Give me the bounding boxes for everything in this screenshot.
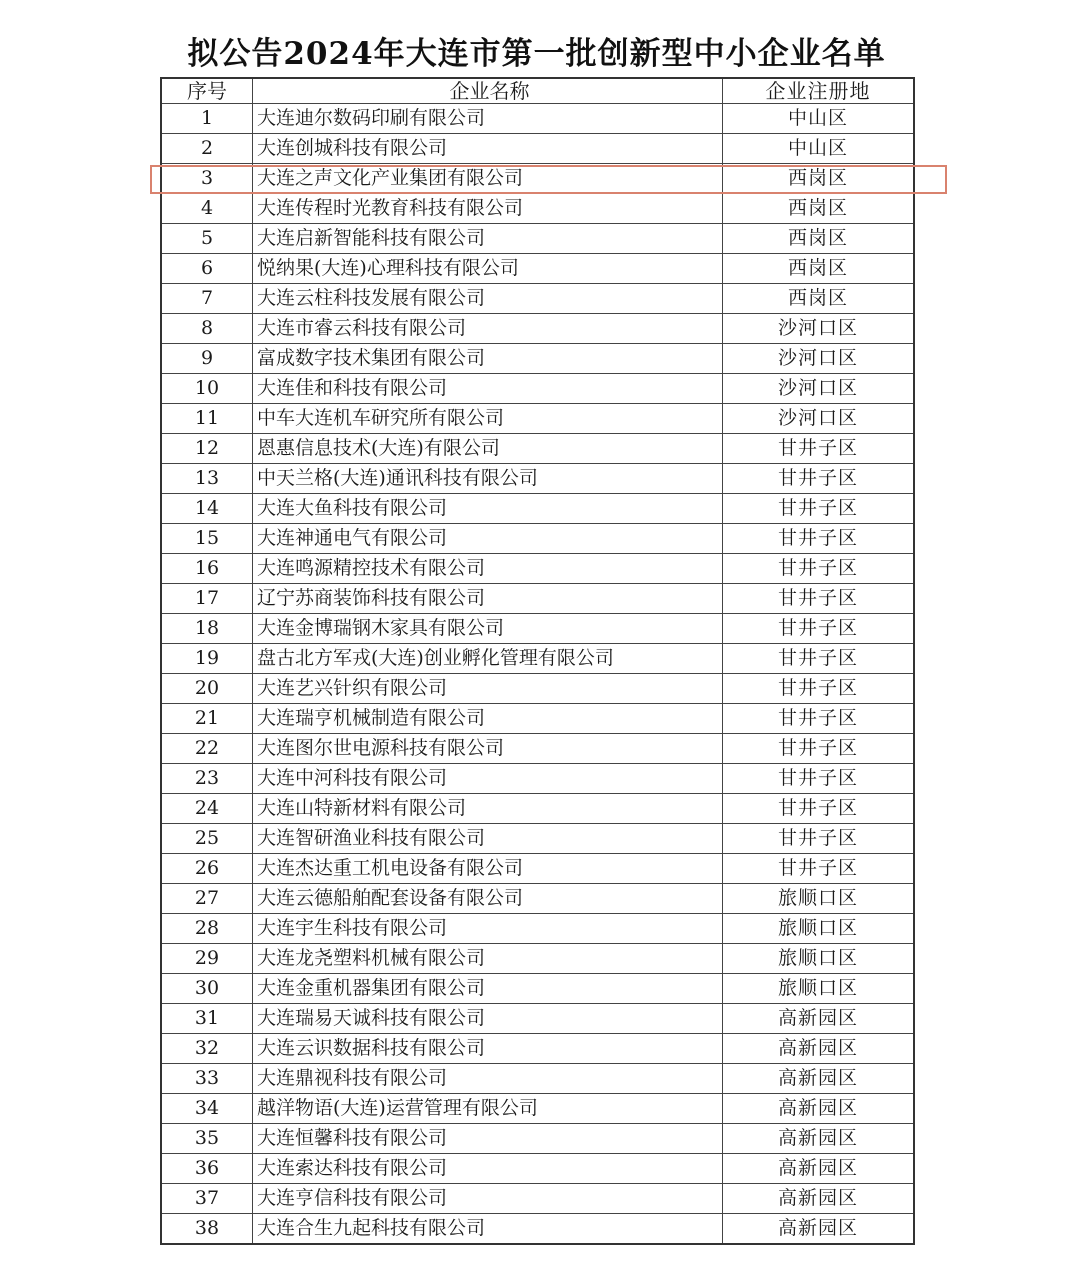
row-serial-number: 20 xyxy=(161,674,253,704)
header-company-name: 企业名称 xyxy=(253,78,723,104)
table-row xyxy=(161,704,914,734)
row-registration-location: 甘井子区 xyxy=(723,644,915,674)
row-registration-location: 旅顺口区 xyxy=(723,944,915,974)
row-registration-location: 高新园区 xyxy=(723,1004,915,1034)
row-registration-location: 甘井子区 xyxy=(723,674,915,704)
row-serial-number: 16 xyxy=(161,554,253,584)
row-company-name: 中天兰格(大连)通讯科技有限公司 xyxy=(253,464,723,494)
row-serial-number: 29 xyxy=(161,944,253,974)
row-serial-number: 31 xyxy=(161,1004,253,1034)
table-header-row xyxy=(161,78,914,104)
row-serial-number: 38 xyxy=(161,1214,253,1245)
row-serial-number: 30 xyxy=(161,974,253,1004)
table-row xyxy=(161,344,914,374)
row-company-name: 大连之声文化产业集团有限公司 xyxy=(253,164,723,194)
row-registration-location: 甘井子区 xyxy=(723,584,915,614)
table-row xyxy=(161,494,914,524)
row-registration-location: 甘井子区 xyxy=(723,764,915,794)
row-serial-number: 14 xyxy=(161,494,253,524)
table-row xyxy=(161,224,914,254)
row-serial-number: 28 xyxy=(161,914,253,944)
row-registration-location: 甘井子区 xyxy=(723,434,915,464)
row-registration-location: 高新园区 xyxy=(723,1034,915,1064)
row-company-name: 大连瑞亨机械制造有限公司 xyxy=(253,704,723,734)
row-registration-location: 高新园区 xyxy=(723,1214,915,1245)
table-row xyxy=(161,1094,914,1124)
table-row xyxy=(161,254,914,284)
row-registration-location: 甘井子区 xyxy=(723,464,915,494)
row-company-name: 大连宇生科技有限公司 xyxy=(253,914,723,944)
row-registration-location: 甘井子区 xyxy=(723,614,915,644)
table-row xyxy=(161,374,914,404)
row-serial-number: 25 xyxy=(161,824,253,854)
table-row xyxy=(161,764,914,794)
row-registration-location: 高新园区 xyxy=(723,1094,915,1124)
row-company-name: 大连鼎视科技有限公司 xyxy=(253,1064,723,1094)
table-row xyxy=(161,644,914,674)
row-registration-location: 沙河口区 xyxy=(723,374,915,404)
table-row xyxy=(161,134,914,164)
table-row xyxy=(161,104,914,134)
row-company-name: 大连金重机器集团有限公司 xyxy=(253,974,723,1004)
row-serial-number: 23 xyxy=(161,764,253,794)
row-company-name: 大连创城科技有限公司 xyxy=(253,134,723,164)
row-company-name: 越洋物语(大连)运营管理有限公司 xyxy=(253,1094,723,1124)
table-row xyxy=(161,914,914,944)
table-row xyxy=(161,194,914,224)
table-row xyxy=(161,1064,914,1094)
row-serial-number: 4 xyxy=(161,194,253,224)
row-serial-number: 17 xyxy=(161,584,253,614)
company-list-table xyxy=(160,77,915,1245)
table-row xyxy=(161,824,914,854)
row-company-name: 大连图尔世电源科技有限公司 xyxy=(253,734,723,764)
table-row xyxy=(161,1154,914,1184)
row-serial-number: 26 xyxy=(161,854,253,884)
row-serial-number: 21 xyxy=(161,704,253,734)
row-registration-location: 西岗区 xyxy=(723,164,915,194)
row-registration-location: 高新园区 xyxy=(723,1184,915,1214)
row-company-name: 大连大鱼科技有限公司 xyxy=(253,494,723,524)
row-registration-location: 高新园区 xyxy=(723,1064,915,1094)
table-row xyxy=(161,464,914,494)
row-company-name: 大连艺兴针织有限公司 xyxy=(253,674,723,704)
row-company-name: 辽宁苏商装饰科技有限公司 xyxy=(253,584,723,614)
table-row xyxy=(161,674,914,704)
row-serial-number: 35 xyxy=(161,1124,253,1154)
header-serial-number: 序号 xyxy=(161,78,253,104)
row-serial-number: 3 xyxy=(161,164,253,194)
row-registration-location: 甘井子区 xyxy=(723,824,915,854)
table-row xyxy=(161,434,914,464)
table-row xyxy=(161,884,914,914)
row-registration-location: 旅顺口区 xyxy=(723,914,915,944)
row-registration-location: 甘井子区 xyxy=(723,554,915,584)
row-registration-location: 沙河口区 xyxy=(723,314,915,344)
row-serial-number: 37 xyxy=(161,1184,253,1214)
row-company-name: 大连索达科技有限公司 xyxy=(253,1154,723,1184)
table-row xyxy=(161,974,914,1004)
row-company-name: 大连亨信科技有限公司 xyxy=(253,1184,723,1214)
row-company-name: 大连杰达重工机电设备有限公司 xyxy=(253,854,723,884)
table-row xyxy=(161,794,914,824)
table-row xyxy=(161,854,914,884)
row-registration-location: 沙河口区 xyxy=(723,404,915,434)
row-registration-location: 西岗区 xyxy=(723,254,915,284)
table-row xyxy=(161,1184,914,1214)
row-serial-number: 9 xyxy=(161,344,253,374)
row-registration-location: 沙河口区 xyxy=(723,344,915,374)
row-company-name: 悦纳果(大连)心理科技有限公司 xyxy=(253,254,723,284)
row-company-name: 盘古北方军戎(大连)创业孵化管理有限公司 xyxy=(253,644,723,674)
table-row xyxy=(161,734,914,764)
row-company-name: 大连山特新材料有限公司 xyxy=(253,794,723,824)
row-serial-number: 24 xyxy=(161,794,253,824)
table-row xyxy=(161,1034,914,1064)
row-registration-location: 甘井子区 xyxy=(723,494,915,524)
row-serial-number: 1 xyxy=(161,104,253,134)
row-serial-number: 33 xyxy=(161,1064,253,1094)
row-serial-number: 11 xyxy=(161,404,253,434)
row-company-name: 大连智研渔业科技有限公司 xyxy=(253,824,723,854)
row-serial-number: 34 xyxy=(161,1094,253,1124)
table-row xyxy=(161,1214,914,1245)
row-registration-location: 旅顺口区 xyxy=(723,974,915,1004)
row-registration-location: 中山区 xyxy=(723,134,915,164)
row-serial-number: 5 xyxy=(161,224,253,254)
table-row xyxy=(161,1004,914,1034)
table-row xyxy=(161,284,914,314)
table-row xyxy=(161,614,914,644)
row-registration-location: 西岗区 xyxy=(723,284,915,314)
row-serial-number: 15 xyxy=(161,524,253,554)
row-company-name: 大连中河科技有限公司 xyxy=(253,764,723,794)
row-registration-location: 甘井子区 xyxy=(723,734,915,764)
row-company-name: 大连云柱科技发展有限公司 xyxy=(253,284,723,314)
row-serial-number: 27 xyxy=(161,884,253,914)
table-row xyxy=(161,404,914,434)
row-serial-number: 19 xyxy=(161,644,253,674)
table-row xyxy=(161,944,914,974)
row-company-name: 大连恒馨科技有限公司 xyxy=(253,1124,723,1154)
row-registration-location: 西岗区 xyxy=(723,194,915,224)
row-registration-location: 甘井子区 xyxy=(723,854,915,884)
row-registration-location: 甘井子区 xyxy=(723,794,915,824)
row-company-name: 大连市睿云科技有限公司 xyxy=(253,314,723,344)
row-company-name: 大连合生九起科技有限公司 xyxy=(253,1214,723,1245)
document-title: 拟公告2024年大连市第一批创新型中小企业名单 xyxy=(187,36,886,72)
row-serial-number: 2 xyxy=(161,134,253,164)
table-row xyxy=(161,524,914,554)
row-serial-number: 32 xyxy=(161,1034,253,1064)
row-company-name: 大连启新智能科技有限公司 xyxy=(253,224,723,254)
row-company-name: 大连龙尧塑料机械有限公司 xyxy=(253,944,723,974)
row-registration-location: 甘井子区 xyxy=(723,524,915,554)
row-registration-location: 甘井子区 xyxy=(723,704,915,734)
row-company-name: 大连瑞易天诚科技有限公司 xyxy=(253,1004,723,1034)
row-company-name: 中车大连机车研究所有限公司 xyxy=(253,404,723,434)
row-company-name: 大连佳和科技有限公司 xyxy=(253,374,723,404)
row-serial-number: 8 xyxy=(161,314,253,344)
row-serial-number: 12 xyxy=(161,434,253,464)
table-body xyxy=(161,104,914,1245)
table-row xyxy=(161,554,914,584)
row-company-name: 大连神通电气有限公司 xyxy=(253,524,723,554)
row-serial-number: 7 xyxy=(161,284,253,314)
row-serial-number: 22 xyxy=(161,734,253,764)
row-serial-number: 18 xyxy=(161,614,253,644)
row-serial-number: 6 xyxy=(161,254,253,284)
row-registration-location: 高新园区 xyxy=(723,1124,915,1154)
row-company-name: 富成数字技术集团有限公司 xyxy=(253,344,723,374)
row-company-name: 大连鸣源精控技术有限公司 xyxy=(253,554,723,584)
row-registration-location: 高新园区 xyxy=(723,1154,915,1184)
row-company-name: 大连迪尔数码印刷有限公司 xyxy=(253,104,723,134)
row-company-name: 恩惠信息技术(大连)有限公司 xyxy=(253,434,723,464)
row-registration-location: 旅顺口区 xyxy=(723,884,915,914)
table-row xyxy=(161,584,914,614)
row-serial-number: 13 xyxy=(161,464,253,494)
row-serial-number: 36 xyxy=(161,1154,253,1184)
row-registration-location: 中山区 xyxy=(723,104,915,134)
row-registration-location: 西岗区 xyxy=(723,224,915,254)
header-registration-location: 企业注册地 xyxy=(723,78,915,104)
table-row xyxy=(161,314,914,344)
row-company-name: 大连金博瑞钢木家具有限公司 xyxy=(253,614,723,644)
row-company-name: 大连云识数据科技有限公司 xyxy=(253,1034,723,1064)
row-company-name: 大连传程时光教育科技有限公司 xyxy=(253,194,723,224)
row-serial-number: 10 xyxy=(161,374,253,404)
table-row xyxy=(161,1124,914,1154)
table-row xyxy=(161,164,914,194)
row-company-name: 大连云德船舶配套设备有限公司 xyxy=(253,884,723,914)
